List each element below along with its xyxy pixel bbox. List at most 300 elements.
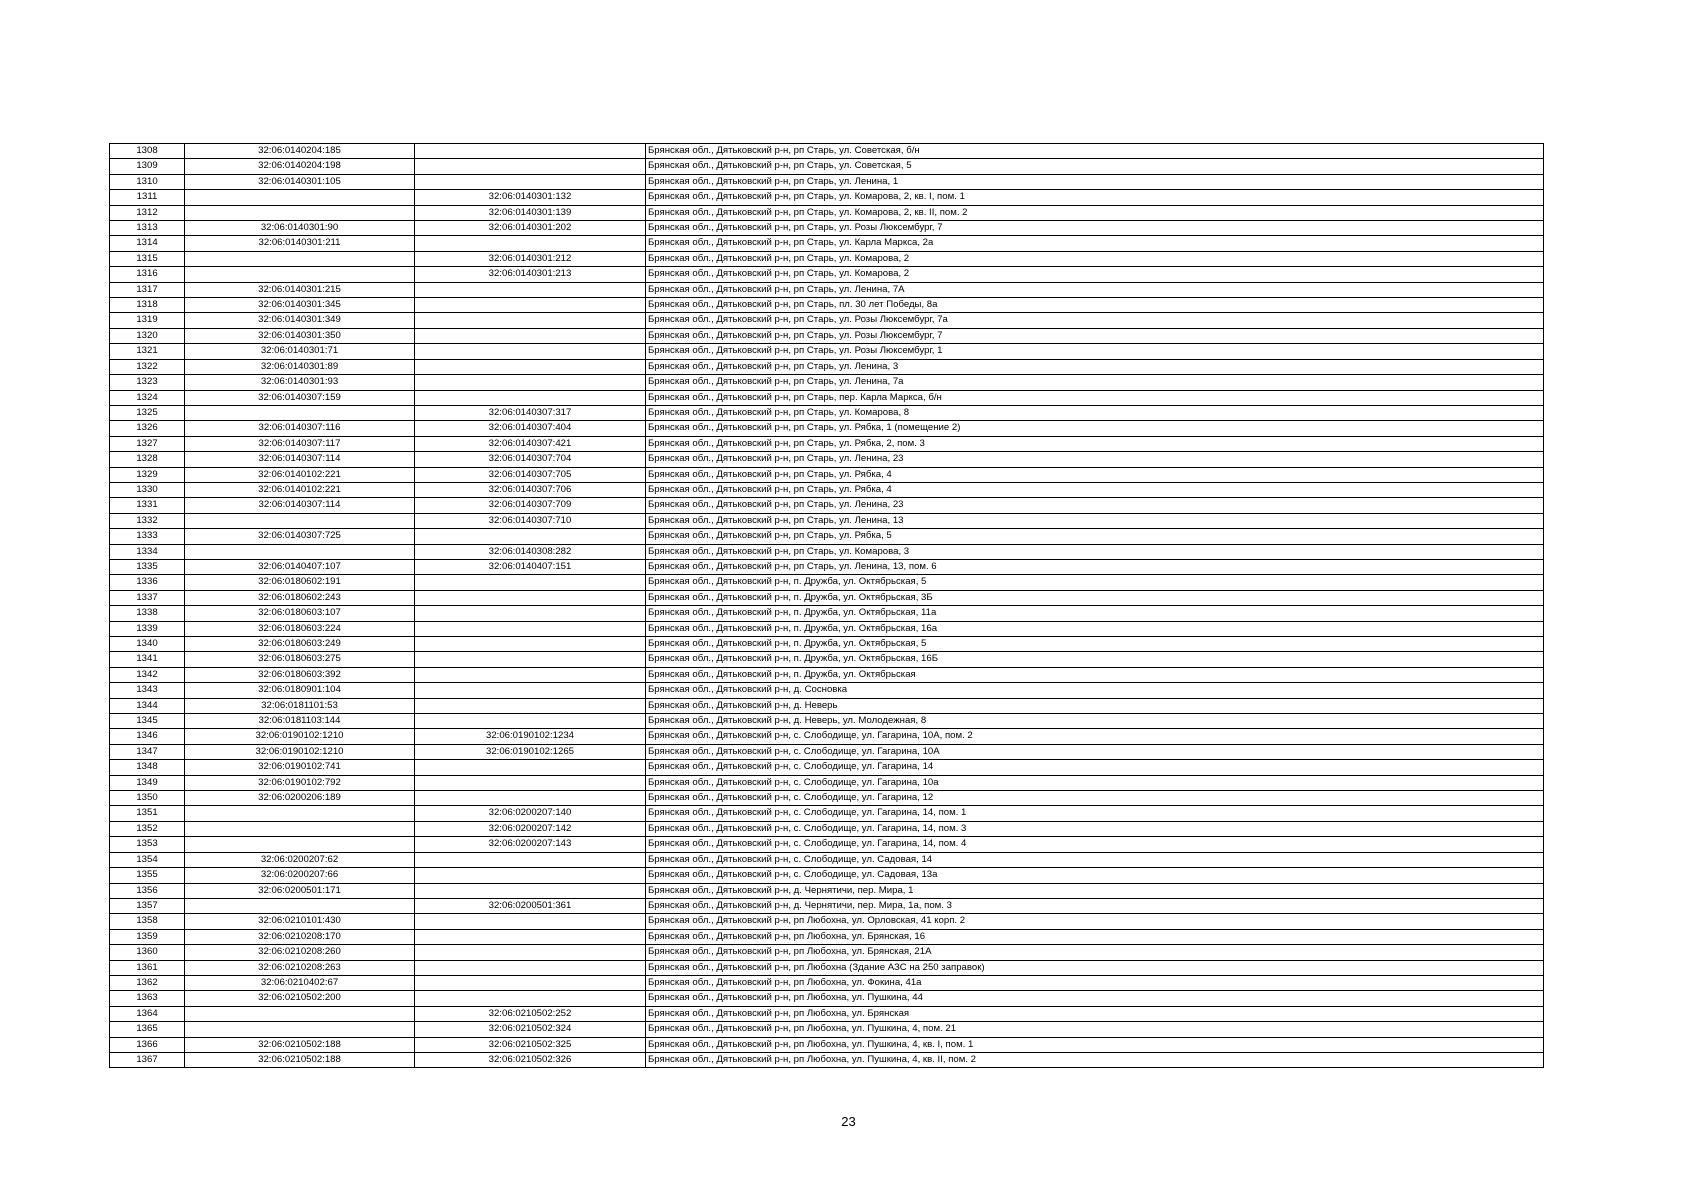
cadastral-number-building-cell bbox=[185, 821, 415, 836]
table-row bbox=[110, 729, 1544, 744]
cadastral-number-premises-cell bbox=[415, 298, 646, 313]
cadastral-number-premises-cell bbox=[415, 375, 646, 390]
address-cell: Брянская обл., Дятьковский р-н, рп Любохна, ул. Брянская, 21А bbox=[646, 945, 1544, 960]
table-row bbox=[110, 267, 1544, 282]
cadastral-number-premises-cell: 32:06:0140301:212 bbox=[415, 251, 646, 266]
cadastral-number-premises-cell bbox=[415, 960, 646, 975]
address-cell: Брянская обл., Дятьковский р-н, рп Старь, ул. Розы Люксембург, 7 bbox=[646, 221, 1544, 236]
cadastral-number-premises-cell bbox=[415, 929, 646, 944]
address-cell: Брянская обл., Дятьковский р-н, п. Дружба, ул. Октябрьская, 5 bbox=[646, 637, 1544, 652]
row-number-cell: 1324 bbox=[110, 390, 185, 405]
cadastral-number-premises-cell bbox=[415, 975, 646, 990]
cadastral-number-premises-cell bbox=[415, 775, 646, 790]
row-number-cell: 1345 bbox=[110, 714, 185, 729]
table-row bbox=[110, 914, 1544, 929]
cadastral-number-building-cell: 32:06:0140301:89 bbox=[185, 359, 415, 374]
address-cell: Брянская обл., Дятьковский р-н, рп Старь, ул. Ленина, 13 bbox=[646, 513, 1544, 528]
row-number-cell: 1323 bbox=[110, 375, 185, 390]
address-cell: Брянская обл., Дятьковский р-н, рп Старь, ул. Рябка, 4 bbox=[646, 482, 1544, 497]
cadastral-number-premises-cell bbox=[415, 652, 646, 667]
row-number-cell: 1332 bbox=[110, 513, 185, 528]
address-cell: Брянская обл., Дятьковский р-н, рп Старь, ул. Ленина, 23 bbox=[646, 452, 1544, 467]
address-cell: Брянская обл., Дятьковский р-н, п. Дружба, ул. Октябрьская, 11а bbox=[646, 606, 1544, 621]
table-row bbox=[110, 236, 1544, 251]
cadastral-number-premises-cell bbox=[415, 282, 646, 297]
cadastral-number-premises-cell: 32:06:0200207:140 bbox=[415, 806, 646, 821]
cadastral-number-premises-cell bbox=[415, 606, 646, 621]
cadastral-number-building-cell bbox=[185, 544, 415, 559]
row-number-cell: 1364 bbox=[110, 1006, 185, 1021]
cadastral-number-building-cell bbox=[185, 405, 415, 420]
row-number-cell: 1360 bbox=[110, 945, 185, 960]
cadastral-number-building-cell: 32:06:0200207:62 bbox=[185, 852, 415, 867]
table-row bbox=[110, 513, 1544, 528]
cadastral-number-premises-cell bbox=[415, 714, 646, 729]
address-cell: Брянская обл., Дятьковский р-н, рп Любохна (Здание АЗС на 250 заправок) bbox=[646, 960, 1544, 975]
address-cell: Брянская обл., Дятьковский р-н, с. Слободище, ул. Гагарина, 14, пом. 4 bbox=[646, 837, 1544, 852]
cadastral-number-premises-cell bbox=[415, 868, 646, 883]
registry-table bbox=[109, 143, 1544, 1068]
cadastral-number-premises-cell: 32:06:0140307:704 bbox=[415, 452, 646, 467]
cadastral-number-building-cell: 32:06:0140307:117 bbox=[185, 436, 415, 451]
row-number-cell: 1341 bbox=[110, 652, 185, 667]
cadastral-number-premises-cell: 32:06:0190102:1265 bbox=[415, 744, 646, 759]
cadastral-number-building-cell: 32:06:0190102:1210 bbox=[185, 729, 415, 744]
table-row bbox=[110, 791, 1544, 806]
row-number-cell: 1313 bbox=[110, 221, 185, 236]
address-cell: Брянская обл., Дятьковский р-н, рп Старь, ул. Розы Люксембург, 7а bbox=[646, 313, 1544, 328]
address-cell: Брянская обл., Дятьковский р-н, рп Старь, ул. Ленина, 3 bbox=[646, 359, 1544, 374]
row-number-cell: 1337 bbox=[110, 590, 185, 605]
table-row bbox=[110, 205, 1544, 220]
address-cell: Брянская обл., Дятьковский р-н, д. Чернятичи, пер. Мира, 1а, пом. 3 bbox=[646, 898, 1544, 913]
table-row bbox=[110, 698, 1544, 713]
cadastral-number-building-cell: 32:06:0180603:275 bbox=[185, 652, 415, 667]
table-row bbox=[110, 1037, 1544, 1052]
table-row bbox=[110, 929, 1544, 944]
table-row bbox=[110, 344, 1544, 359]
row-number-cell: 1352 bbox=[110, 821, 185, 836]
table-row bbox=[110, 852, 1544, 867]
cadastral-number-building-cell: 32:06:0140301:90 bbox=[185, 221, 415, 236]
cadastral-number-premises-cell bbox=[415, 159, 646, 174]
cadastral-number-premises-cell: 32:06:0140308:282 bbox=[415, 544, 646, 559]
address-cell: Брянская обл., Дятьковский р-н, рп Любохна, ул. Фокина, 41а bbox=[646, 975, 1544, 990]
address-cell: Брянская обл., Дятьковский р-н, с. Слободище, ул. Гагарина, 14, пом. 3 bbox=[646, 821, 1544, 836]
address-cell: Брянская обл., Дятьковский р-н, п. Дружба, ул. Октябрьская bbox=[646, 667, 1544, 682]
row-number-cell: 1330 bbox=[110, 482, 185, 497]
table-row bbox=[110, 251, 1544, 266]
address-cell: Брянская обл., Дятьковский р-н, д. Сосновка bbox=[646, 683, 1544, 698]
address-cell: Брянская обл., Дятьковский р-н, рп Любохна, ул. Пушкина, 4, кв. I, пом. 1 bbox=[646, 1037, 1544, 1052]
cadastral-number-premises-cell: 32:06:0210502:326 bbox=[415, 1052, 646, 1067]
row-number-cell: 1356 bbox=[110, 883, 185, 898]
table-row bbox=[110, 744, 1544, 759]
address-cell: Брянская обл., Дятьковский р-н, рп Старь, ул. Розы Люксембург, 1 bbox=[646, 344, 1544, 359]
table-row bbox=[110, 559, 1544, 574]
table-row bbox=[110, 405, 1544, 420]
address-cell: Брянская обл., Дятьковский р-н, д. Чернятичи, пер. Мира, 1 bbox=[646, 883, 1544, 898]
address-cell: Брянская обл., Дятьковский р-н, рп Старь, ул. Комарова, 2, кв. I, пом. 1 bbox=[646, 190, 1544, 205]
cadastral-number-building-cell: 32:06:0210502:188 bbox=[185, 1052, 415, 1067]
row-number-cell: 1351 bbox=[110, 806, 185, 821]
table-row bbox=[110, 960, 1544, 975]
table-row bbox=[110, 606, 1544, 621]
cadastral-number-building-cell: 32:06:0210502:188 bbox=[185, 1037, 415, 1052]
row-number-cell: 1342 bbox=[110, 667, 185, 682]
row-number-cell: 1355 bbox=[110, 868, 185, 883]
cadastral-number-building-cell bbox=[185, 251, 415, 266]
cadastral-number-premises-cell: 32:06:0140307:706 bbox=[415, 482, 646, 497]
address-cell: Брянская обл., Дятьковский р-н, рп Старь, ул. Комарова, 2 bbox=[646, 251, 1544, 266]
address-cell: Брянская обл., Дятьковский р-н, п. Дружба, ул. Октябрьская, 16а bbox=[646, 621, 1544, 636]
cadastral-number-building-cell: 32:06:0180602:191 bbox=[185, 575, 415, 590]
row-number-cell: 1308 bbox=[110, 144, 185, 159]
address-cell: Брянская обл., Дятьковский р-н, с. Слободище, ул. Гагарина, 12 bbox=[646, 791, 1544, 806]
cadastral-number-premises-cell bbox=[415, 328, 646, 343]
row-number-cell: 1316 bbox=[110, 267, 185, 282]
cadastral-number-building-cell: 32:06:0180603:249 bbox=[185, 637, 415, 652]
cadastral-number-building-cell: 32:06:0210402:67 bbox=[185, 975, 415, 990]
cadastral-number-building-cell: 32:06:0210208:260 bbox=[185, 945, 415, 960]
address-cell: Брянская обл., Дятьковский р-н, рп Старь, ул. Комарова, 3 bbox=[646, 544, 1544, 559]
table-row bbox=[110, 898, 1544, 913]
table-row bbox=[110, 421, 1544, 436]
row-number-cell: 1366 bbox=[110, 1037, 185, 1052]
cadastral-number-building-cell bbox=[185, 806, 415, 821]
address-cell: Брянская обл., Дятьковский р-н, п. Дружба, ул. Октябрьская, 16Б bbox=[646, 652, 1544, 667]
address-cell: Брянская обл., Дятьковский р-н, рп Любохна, ул. Пушкина, 4, пом. 21 bbox=[646, 1022, 1544, 1037]
table-row bbox=[110, 328, 1544, 343]
cadastral-number-building-cell: 32:06:0140301:105 bbox=[185, 174, 415, 189]
cadastral-number-premises-cell bbox=[415, 236, 646, 251]
cadastral-number-building-cell: 32:06:0180603:392 bbox=[185, 667, 415, 682]
address-cell: Брянская обл., Дятьковский р-н, рп Старь, ул. Ленина, 7а bbox=[646, 375, 1544, 390]
table-row bbox=[110, 714, 1544, 729]
table-row bbox=[110, 991, 1544, 1006]
cadastral-number-building-cell: 32:06:0140407:107 bbox=[185, 559, 415, 574]
table-row bbox=[110, 375, 1544, 390]
cadastral-number-premises-cell: 32:06:0200207:143 bbox=[415, 837, 646, 852]
row-number-cell: 1334 bbox=[110, 544, 185, 559]
table-row bbox=[110, 144, 1544, 159]
row-number-cell: 1315 bbox=[110, 251, 185, 266]
cadastral-number-premises-cell bbox=[415, 313, 646, 328]
cadastral-number-premises-cell: 32:06:0140307:709 bbox=[415, 498, 646, 513]
address-cell: Брянская обл., Дятьковский р-н, с. Слободище, ул. Гагарина, 14, пом. 1 bbox=[646, 806, 1544, 821]
cadastral-number-premises-cell bbox=[415, 529, 646, 544]
table-row bbox=[110, 667, 1544, 682]
cadastral-number-building-cell: 32:06:0140301:349 bbox=[185, 313, 415, 328]
table-row bbox=[110, 190, 1544, 205]
table-row bbox=[110, 529, 1544, 544]
cadastral-number-premises-cell bbox=[415, 637, 646, 652]
address-cell: Брянская обл., Дятьковский р-н, рп Старь, пер. Карла Маркса, б/н bbox=[646, 390, 1544, 405]
address-cell: Брянская обл., Дятьковский р-н, с. Слободище, ул. Садовая, 14 bbox=[646, 852, 1544, 867]
cadastral-number-premises-cell bbox=[415, 883, 646, 898]
table-row bbox=[110, 683, 1544, 698]
cadastral-number-building-cell: 32:06:0140301:211 bbox=[185, 236, 415, 251]
row-number-cell: 1350 bbox=[110, 791, 185, 806]
cadastral-number-building-cell: 32:06:0210502:200 bbox=[185, 991, 415, 1006]
address-cell: Брянская обл., Дятьковский р-н, с. Слободище, ул. Гагарина, 14 bbox=[646, 760, 1544, 775]
cadastral-number-premises-cell: 32:06:0140301:213 bbox=[415, 267, 646, 282]
table-row bbox=[110, 1006, 1544, 1021]
row-number-cell: 1317 bbox=[110, 282, 185, 297]
table-row bbox=[110, 452, 1544, 467]
table-row bbox=[110, 1052, 1544, 1067]
address-cell: Брянская обл., Дятьковский р-н, рп Старь, ул. Комарова, 2, кв. II, пом. 2 bbox=[646, 205, 1544, 220]
cadastral-number-premises-cell bbox=[415, 852, 646, 867]
cadastral-number-premises-cell bbox=[415, 575, 646, 590]
cadastral-number-building-cell bbox=[185, 267, 415, 282]
table-row bbox=[110, 652, 1544, 667]
cadastral-number-building-cell bbox=[185, 1022, 415, 1037]
address-cell: Брянская обл., Дятьковский р-н, рп Старь, ул. Рябка, 2, пом. 3 bbox=[646, 436, 1544, 451]
cadastral-number-premises-cell: 32:06:0140301:202 bbox=[415, 221, 646, 236]
cadastral-number-premises-cell bbox=[415, 698, 646, 713]
cadastral-number-premises-cell: 32:06:0140307:404 bbox=[415, 421, 646, 436]
row-number-cell: 1320 bbox=[110, 328, 185, 343]
table-row bbox=[110, 159, 1544, 174]
address-cell: Брянская обл., Дятьковский р-н, рп Старь, ул. Комарова, 2 bbox=[646, 267, 1544, 282]
cadastral-number-premises-cell: 32:06:0140307:317 bbox=[415, 405, 646, 420]
cadastral-number-building-cell bbox=[185, 1006, 415, 1021]
cadastral-number-premises-cell bbox=[415, 991, 646, 1006]
address-cell: Брянская обл., Дятьковский р-н, рп Любохна, ул. Брянская bbox=[646, 1006, 1544, 1021]
address-cell: Брянская обл., Дятьковский р-н, рп Старь, ул. Рябка, 5 bbox=[646, 529, 1544, 544]
cadastral-number-building-cell: 32:06:0180603:107 bbox=[185, 606, 415, 621]
row-number-cell: 1358 bbox=[110, 914, 185, 929]
row-number-cell: 1336 bbox=[110, 575, 185, 590]
row-number-cell: 1347 bbox=[110, 744, 185, 759]
cadastral-number-premises-cell bbox=[415, 390, 646, 405]
table-row bbox=[110, 760, 1544, 775]
row-number-cell: 1333 bbox=[110, 529, 185, 544]
row-number-cell: 1340 bbox=[110, 637, 185, 652]
cadastral-number-premises-cell: 32:06:0200207:142 bbox=[415, 821, 646, 836]
table-row bbox=[110, 544, 1544, 559]
row-number-cell: 1344 bbox=[110, 698, 185, 713]
cadastral-number-building-cell: 32:06:0200206:189 bbox=[185, 791, 415, 806]
cadastral-number-premises-cell: 32:06:0200501:361 bbox=[415, 898, 646, 913]
cadastral-number-premises-cell: 32:06:0210502:325 bbox=[415, 1037, 646, 1052]
table-row bbox=[110, 282, 1544, 297]
address-cell: Брянская обл., Дятьковский р-н, п. Дружба, ул. Октябрьская, 5 bbox=[646, 575, 1544, 590]
cadastral-number-building-cell: 32:06:0140301:350 bbox=[185, 328, 415, 343]
row-number-cell: 1361 bbox=[110, 960, 185, 975]
address-cell: Брянская обл., Дятьковский р-н, рп Любохна, ул. Пушкина, 44 bbox=[646, 991, 1544, 1006]
cadastral-number-building-cell: 32:06:0180603:224 bbox=[185, 621, 415, 636]
address-cell: Брянская обл., Дятьковский р-н, с. Слободище, ул. Гагарина, 10а bbox=[646, 775, 1544, 790]
address-cell: Брянская обл., Дятьковский р-н, д. Неверь, ул. Молодежная, 8 bbox=[646, 714, 1544, 729]
cadastral-number-premises-cell: 32:06:0140307:421 bbox=[415, 436, 646, 451]
table-row bbox=[110, 883, 1544, 898]
row-number-cell: 1349 bbox=[110, 775, 185, 790]
cadastral-number-premises-cell bbox=[415, 683, 646, 698]
table-row bbox=[110, 482, 1544, 497]
cadastral-number-building-cell: 32:06:0190102:741 bbox=[185, 760, 415, 775]
cadastral-number-building-cell bbox=[185, 513, 415, 528]
table-row bbox=[110, 298, 1544, 313]
address-cell: Брянская обл., Дятьковский р-н, рп Старь, пл. 30 лет Победы, 8а bbox=[646, 298, 1544, 313]
row-number-cell: 1346 bbox=[110, 729, 185, 744]
cadastral-number-building-cell: 32:06:0140102:221 bbox=[185, 482, 415, 497]
cadastral-number-premises-cell bbox=[415, 914, 646, 929]
address-cell: Брянская обл., Дятьковский р-н, рп Старь, ул. Советская, 5 bbox=[646, 159, 1544, 174]
cadastral-number-building-cell bbox=[185, 190, 415, 205]
cadastral-number-premises-cell: 32:06:0190102:1234 bbox=[415, 729, 646, 744]
row-number-cell: 1357 bbox=[110, 898, 185, 913]
address-cell: Брянская обл., Дятьковский р-н, с. Слободище, ул. Гагарина, 10А bbox=[646, 744, 1544, 759]
cadastral-number-building-cell: 32:06:0140204:185 bbox=[185, 144, 415, 159]
table-row bbox=[110, 313, 1544, 328]
table-row bbox=[110, 1022, 1544, 1037]
address-cell: Брянская обл., Дятьковский р-н, рп Старь, ул. Ленина, 1 bbox=[646, 174, 1544, 189]
cadastral-number-building-cell: 32:06:0210208:263 bbox=[185, 960, 415, 975]
cadastral-number-building-cell bbox=[185, 837, 415, 852]
cadastral-number-building-cell: 32:06:0140307:725 bbox=[185, 529, 415, 544]
row-number-cell: 1329 bbox=[110, 467, 185, 482]
row-number-cell: 1367 bbox=[110, 1052, 185, 1067]
row-number-cell: 1353 bbox=[110, 837, 185, 852]
cadastral-number-building-cell: 32:06:0140307:159 bbox=[185, 390, 415, 405]
row-number-cell: 1327 bbox=[110, 436, 185, 451]
cadastral-number-building-cell bbox=[185, 205, 415, 220]
row-number-cell: 1343 bbox=[110, 683, 185, 698]
address-cell: Брянская обл., Дятьковский р-н, рп Старь, ул. Ленина, 7А bbox=[646, 282, 1544, 297]
cadastral-number-premises-cell: 32:06:0140301:132 bbox=[415, 190, 646, 205]
cadastral-number-building-cell: 32:06:0190102:1210 bbox=[185, 744, 415, 759]
address-cell: Брянская обл., Дятьковский р-н, рп Старь, ул. Советская, б/н bbox=[646, 144, 1544, 159]
table-row bbox=[110, 221, 1544, 236]
cadastral-number-building-cell: 32:06:0190102:792 bbox=[185, 775, 415, 790]
table-row bbox=[110, 868, 1544, 883]
cadastral-number-building-cell: 32:06:0140307:114 bbox=[185, 452, 415, 467]
table-row bbox=[110, 637, 1544, 652]
cadastral-number-premises-cell bbox=[415, 791, 646, 806]
cadastral-number-building-cell: 32:06:0181101:53 bbox=[185, 698, 415, 713]
cadastral-number-building-cell: 32:06:0140301:215 bbox=[185, 282, 415, 297]
cadastral-number-building-cell: 32:06:0140301:71 bbox=[185, 344, 415, 359]
table-row bbox=[110, 498, 1544, 513]
row-number-cell: 1310 bbox=[110, 174, 185, 189]
cadastral-number-building-cell: 32:06:0180602:243 bbox=[185, 590, 415, 605]
row-number-cell: 1319 bbox=[110, 313, 185, 328]
row-number-cell: 1354 bbox=[110, 852, 185, 867]
address-cell: Брянская обл., Дятьковский р-н, с. Слободище, ул. Садовая, 13а bbox=[646, 868, 1544, 883]
cadastral-number-premises-cell bbox=[415, 621, 646, 636]
address-cell: Брянская обл., Дятьковский р-н, с. Слободище, ул. Гагарина, 10А, пом. 2 bbox=[646, 729, 1544, 744]
row-number-cell: 1338 bbox=[110, 606, 185, 621]
row-number-cell: 1365 bbox=[110, 1022, 185, 1037]
cadastral-number-premises-cell: 32:06:0140301:139 bbox=[415, 205, 646, 220]
row-number-cell: 1309 bbox=[110, 159, 185, 174]
cadastral-number-premises-cell: 32:06:0140307:710 bbox=[415, 513, 646, 528]
registry-table-body bbox=[110, 144, 1544, 1068]
cadastral-number-premises-cell bbox=[415, 667, 646, 682]
table-row bbox=[110, 621, 1544, 636]
table-row bbox=[110, 945, 1544, 960]
address-cell: Брянская обл., Дятьковский р-н, рп Старь, ул. Комарова, 8 bbox=[646, 405, 1544, 420]
address-cell: Брянская обл., Дятьковский р-н, рп Старь, ул. Рябка, 4 bbox=[646, 467, 1544, 482]
row-number-cell: 1362 bbox=[110, 975, 185, 990]
cadastral-number-premises-cell: 32:06:0140307:705 bbox=[415, 467, 646, 482]
table-row bbox=[110, 975, 1544, 990]
row-number-cell: 1335 bbox=[110, 559, 185, 574]
table-row bbox=[110, 575, 1544, 590]
cadastral-number-building-cell: 32:06:0181103:144 bbox=[185, 714, 415, 729]
row-number-cell: 1322 bbox=[110, 359, 185, 374]
row-number-cell: 1339 bbox=[110, 621, 185, 636]
cadastral-number-building-cell: 32:06:0140301:93 bbox=[185, 375, 415, 390]
row-number-cell: 1325 bbox=[110, 405, 185, 420]
cadastral-number-premises-cell bbox=[415, 590, 646, 605]
cadastral-number-premises-cell: 32:06:0140407:151 bbox=[415, 559, 646, 574]
table-row bbox=[110, 390, 1544, 405]
address-cell: Брянская обл., Дятьковский р-н, рп Старь, ул. Розы Люксембург, 7 bbox=[646, 328, 1544, 343]
row-number-cell: 1328 bbox=[110, 452, 185, 467]
cadastral-number-premises-cell bbox=[415, 174, 646, 189]
row-number-cell: 1311 bbox=[110, 190, 185, 205]
cadastral-number-premises-cell: 32:06:0210502:324 bbox=[415, 1022, 646, 1037]
address-cell: Брянская обл., Дятьковский р-н, рп Старь, ул. Карла Маркса, 2а bbox=[646, 236, 1544, 251]
cadastral-number-premises-cell bbox=[415, 359, 646, 374]
cadastral-number-building-cell: 32:06:0140307:114 bbox=[185, 498, 415, 513]
table-row bbox=[110, 467, 1544, 482]
page-number: 23 bbox=[841, 1114, 856, 1129]
cadastral-number-premises-cell: 32:06:0210502:252 bbox=[415, 1006, 646, 1021]
cadastral-number-building-cell bbox=[185, 898, 415, 913]
table-row bbox=[110, 806, 1544, 821]
row-number-cell: 1318 bbox=[110, 298, 185, 313]
cadastral-number-premises-cell bbox=[415, 945, 646, 960]
cadastral-number-building-cell: 32:06:0200501:171 bbox=[185, 883, 415, 898]
address-cell: Брянская обл., Дятьковский р-н, п. Дружба, ул. Октябрьская, 3Б bbox=[646, 590, 1544, 605]
row-number-cell: 1331 bbox=[110, 498, 185, 513]
table-row bbox=[110, 821, 1544, 836]
table-row bbox=[110, 359, 1544, 374]
address-cell: Брянская обл., Дятьковский р-н, рп Любохна, ул. Пушкина, 4, кв. II, пом. 2 bbox=[646, 1052, 1544, 1067]
address-cell: Брянская обл., Дятьковский р-н, рп Любохна, ул. Орловская, 41 корп. 2 bbox=[646, 914, 1544, 929]
row-number-cell: 1348 bbox=[110, 760, 185, 775]
table-row bbox=[110, 775, 1544, 790]
row-number-cell: 1359 bbox=[110, 929, 185, 944]
cadastral-number-premises-cell bbox=[415, 144, 646, 159]
address-cell: Брянская обл., Дятьковский р-н, д. Неверь bbox=[646, 698, 1544, 713]
cadastral-number-premises-cell bbox=[415, 760, 646, 775]
address-cell: Брянская обл., Дятьковский р-н, рп Старь, ул. Рябка, 1 (помещение 2) bbox=[646, 421, 1544, 436]
cadastral-number-building-cell: 32:06:0200207:66 bbox=[185, 868, 415, 883]
address-cell: Брянская обл., Дятьковский р-н, рп Старь, ул. Ленина, 23 bbox=[646, 498, 1544, 513]
table-row bbox=[110, 174, 1544, 189]
table-row bbox=[110, 590, 1544, 605]
table-row bbox=[110, 436, 1544, 451]
address-cell: Брянская обл., Дятьковский р-н, рп Любохна, ул. Брянская, 16 bbox=[646, 929, 1544, 944]
cadastral-number-building-cell: 32:06:0140307:116 bbox=[185, 421, 415, 436]
row-number-cell: 1363 bbox=[110, 991, 185, 1006]
row-number-cell: 1314 bbox=[110, 236, 185, 251]
cadastral-number-premises-cell bbox=[415, 344, 646, 359]
cadastral-number-building-cell: 32:06:0140301:345 bbox=[185, 298, 415, 313]
cadastral-number-building-cell: 32:06:0210101:430 bbox=[185, 914, 415, 929]
cadastral-number-building-cell: 32:06:0210208:170 bbox=[185, 929, 415, 944]
row-number-cell: 1312 bbox=[110, 205, 185, 220]
cadastral-number-building-cell: 32:06:0140204:198 bbox=[185, 159, 415, 174]
row-number-cell: 1321 bbox=[110, 344, 185, 359]
cadastral-number-building-cell: 32:06:0180901:104 bbox=[185, 683, 415, 698]
table-row bbox=[110, 837, 1544, 852]
